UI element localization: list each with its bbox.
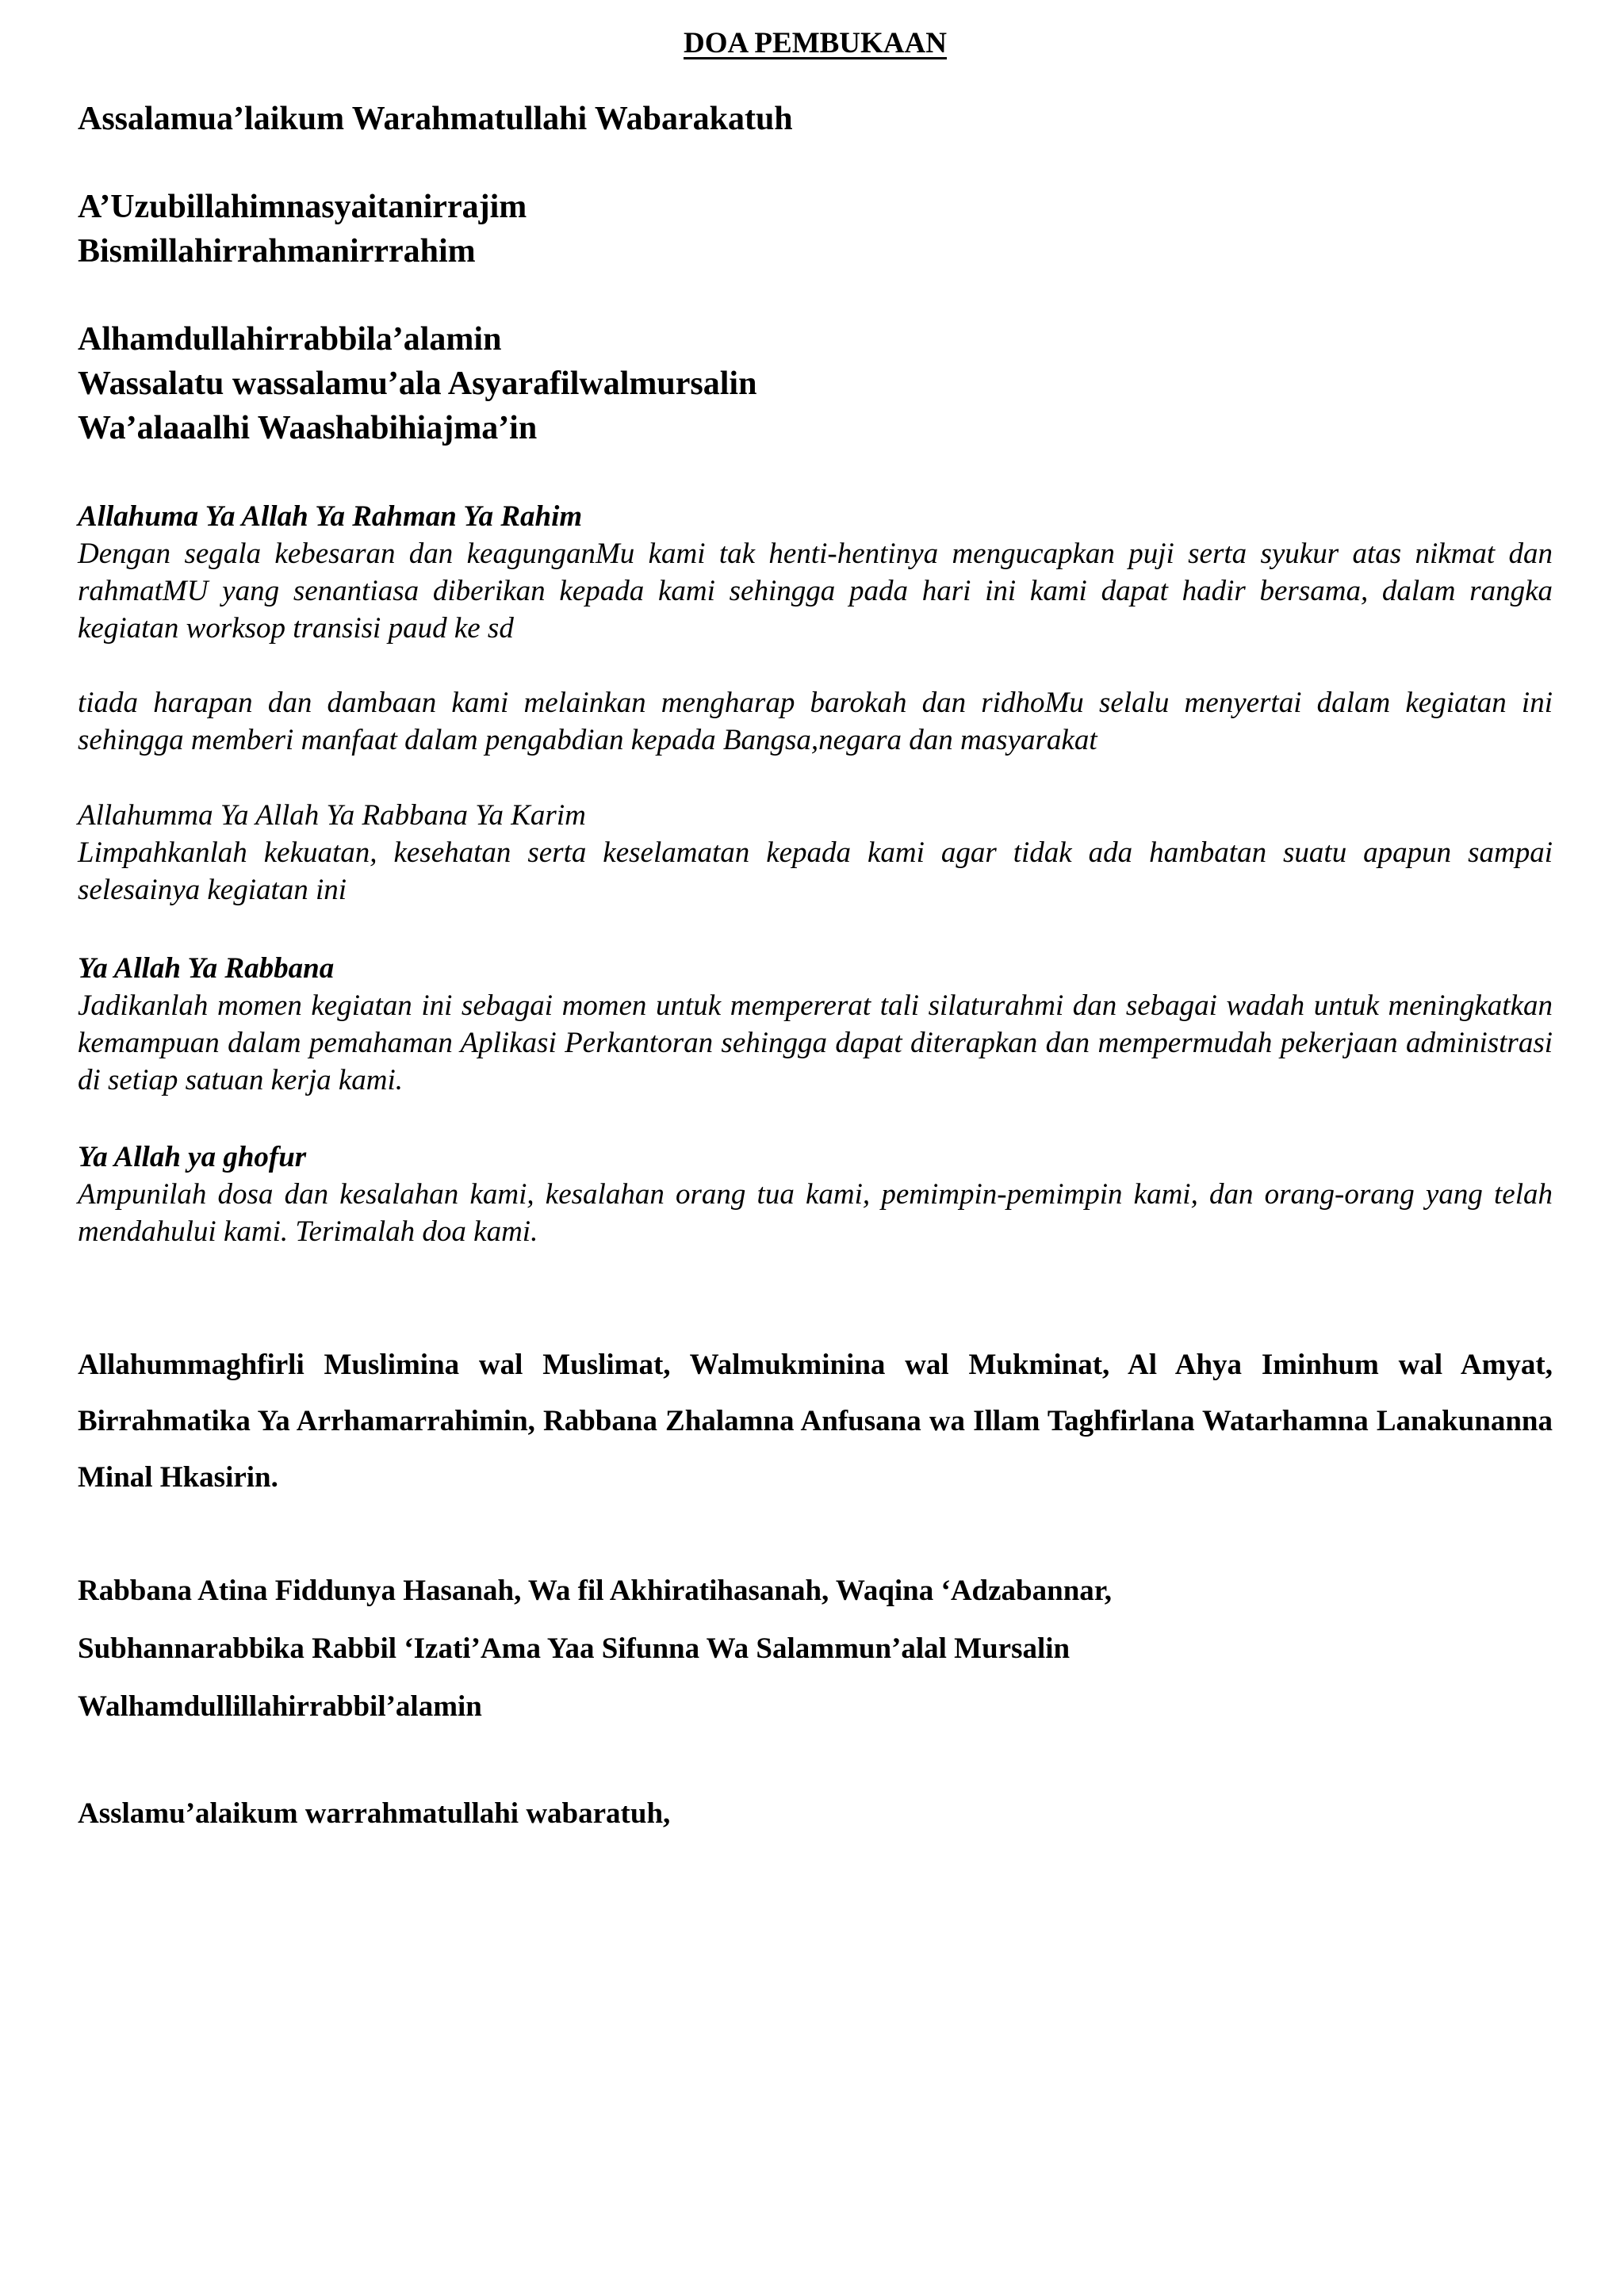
closing-line: Rabbana Atina Fiddunya Hasanah, Wa fil Akhiratihasanah, Waqina ‘Adzabannar, (78, 1575, 1113, 1607)
greeting-line: Assalamua’laikum Warahmatullahi Wabarakatuh (78, 101, 793, 137)
prayer-section-2 (78, 684, 1553, 759)
prayer-body: tiada harapan dan dambaan kami melainkan mengharap barokah dan ridhoMu selalu menyertai dalam kegiatan ini sehingga memberi manfaat dalam pengabdian kepada Bangsa,negara dan masyarakat (78, 687, 1553, 756)
document-title: DOA PEMBUKAAN (684, 27, 947, 59)
closing-lines (78, 1562, 1553, 1735)
closing-prayer: Allahummaghfirli Muslimina wal Muslimat, Walmukminina wal Mukminat, Al Ahya Iminhum wal Amyat, Birrahmatika Ya Arrhamarrahimin, Rabbana Zhalamna Anfusana wa Illam Taghfirlana Watarhamna Lanakunanna Minal Hkasirin. (78, 1349, 1553, 1494)
prayer-heading: Allahuma Ya Allah Ya Rahman Ya Rahim (78, 500, 583, 533)
prayer-body: Limpahkanlah kekuatan, kesehatan serta keselamatan kepada kami agar tidak ada hambatan suatu apapun sampai selesainya kegiatan ini (78, 836, 1553, 906)
prayer-section-1 (78, 498, 1553, 647)
closing-line: Subhannarabbika Rabbil ‘Izati’Ama Yaa Sifunna Wa Salammun’alal Mursalin (78, 1632, 1071, 1665)
prayer-section-5 (78, 1138, 1553, 1250)
document-page (78, 0, 1553, 2296)
opening-line: Wa’alaaalhi Waashabihiajma’in (78, 410, 538, 446)
prayer-body: Jadikanlah momen kegiatan ini sebagai momen untuk mempererat tali silaturahmi dan sebagai wadah untuk meningkatkan kemampuan dalam pemahaman Aplikasi Perkantoran sehingga dapat diterapkan dan mempermudah pekerjaan administrasi di setiap satuan kerja kami. (78, 989, 1553, 1096)
prayer-heading: Ya Allah Ya Rabbana (78, 952, 335, 985)
opening-line: Bismillahirrahmanirrrahim (78, 233, 476, 270)
opening-block-1 (78, 185, 1553, 274)
prayer-heading: Ya Allah ya ghofur (78, 1141, 307, 1173)
closing-line: Walhamdullillahirrabbil’alamin (78, 1690, 482, 1723)
opening-line: Wassalatu wassalamu’ala Asyarafilwalmursalin (78, 365, 757, 402)
opening-line: Alhamdullahirrabbila’alamin (78, 321, 502, 358)
farewell-line: Asslamu’alaikum warrahmatullahi wabaratuh, (78, 1797, 671, 1830)
farewell (78, 1785, 1553, 1843)
prayer-body: Ampunilah dosa dan kesalahan kami, kesalahan orang tua kami, pemimpin-pemimpin kami, dan orang-orang yang telah mendahului kami. Terimalah doa kami. (78, 1178, 1553, 1248)
prayer-heading: Allahumma Ya Allah Ya Rabbana Ya Karim (78, 799, 586, 832)
opening-block-2 (78, 317, 1553, 450)
prayer-section-3 (78, 797, 1553, 909)
opening-line: A’Uzubillahimnasyaitanirrajim (78, 189, 527, 225)
prayer-section-4 (78, 950, 1553, 1099)
greeting (78, 97, 1553, 141)
prayer-body: Dengan segala kebesaran dan keagunganMu kami tak henti-hentinya mengucapkan puji serta syukur atas nikmat dan rahmatMU yang senantiasa diberikan kepada kami sehingga pada hari ini kami dapat hadir bersama, dalam rangka kegiatan worksop transisi paud ke sd (78, 538, 1553, 645)
